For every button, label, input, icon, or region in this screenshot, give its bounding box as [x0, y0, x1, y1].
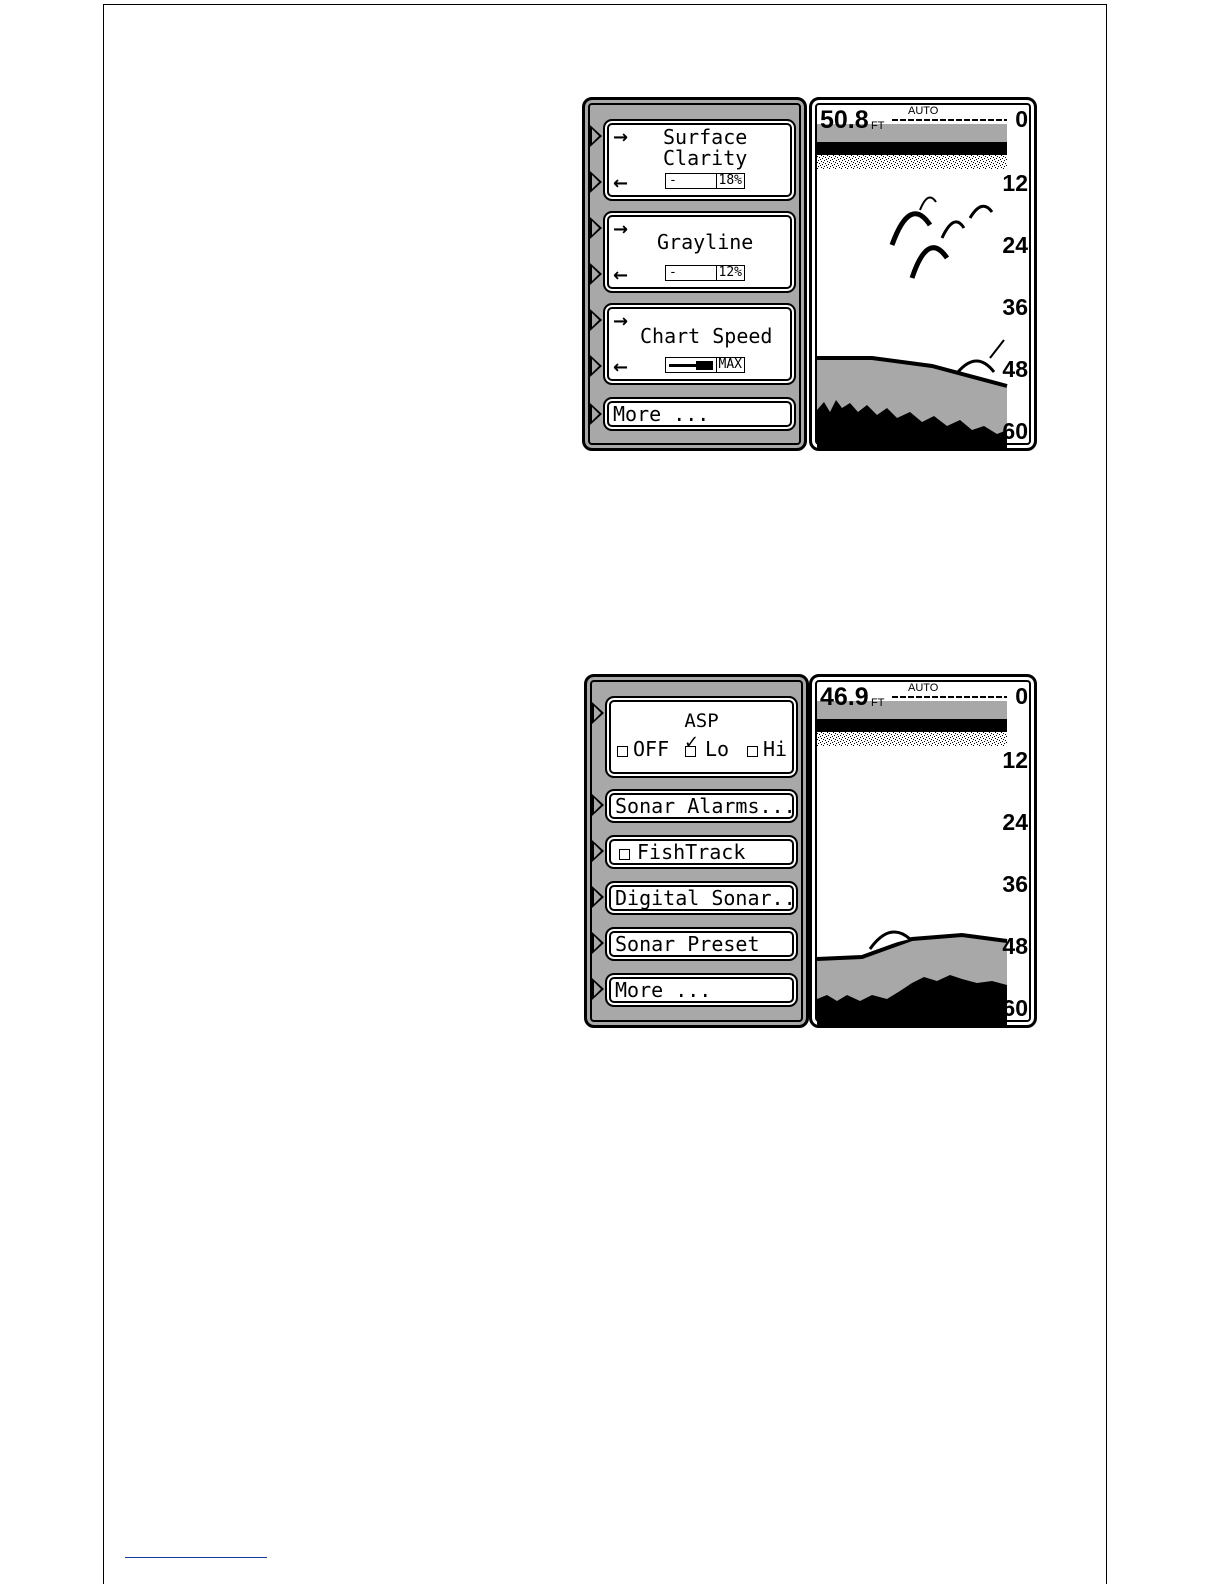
- menu-pointer-icon: [592, 702, 604, 724]
- sonar-preset-button[interactable]: [605, 927, 798, 961]
- menu-pointer-icon: [592, 840, 604, 862]
- depth-readout: 46.9: [820, 683, 869, 711]
- digital-sonar-label: Digital Sonar..: [615, 886, 796, 910]
- surface-clutter: [817, 732, 1007, 746]
- left-arrow-icon[interactable]: ←: [613, 265, 629, 286]
- left-arrow-icon[interactable]: ←: [613, 357, 629, 378]
- slider-minus: -: [669, 173, 677, 188]
- more-label: More ...: [613, 402, 710, 426]
- more-label: More ...: [615, 978, 712, 1002]
- fish-arch: [912, 248, 947, 278]
- chart-speed-label: Chart Speed: [640, 324, 773, 348]
- menu-pointer-icon: [590, 125, 602, 147]
- menu-pointer-icon: [590, 263, 602, 285]
- right-arrow-icon[interactable]: →: [613, 219, 629, 240]
- footnote-rule: [125, 1557, 267, 1558]
- depth-scale-tick: 12: [1002, 170, 1028, 196]
- sonar-screen-1: [582, 97, 1037, 453]
- chart-speed-slider[interactable]: [665, 357, 745, 373]
- surface-clarity-label: Surface: [663, 125, 748, 149]
- depth-scale-tick: 12: [1002, 747, 1028, 773]
- menu-pointer-icon: [590, 217, 602, 239]
- asp-title: ASP: [684, 710, 719, 732]
- depth-readout: 50.8: [820, 106, 869, 134]
- grayline-value: 12%: [716, 266, 744, 280]
- menu-pointer-icon: [590, 355, 602, 377]
- menu-pointer-icon: [592, 978, 604, 1000]
- range-mode: AUTO: [908, 105, 939, 117]
- fish-arch: [958, 361, 994, 372]
- depth-scale-tick: 24: [1002, 232, 1028, 258]
- depth-scale-tick: 48: [1002, 933, 1028, 959]
- sonar-preset-label: Sonar Preset: [615, 932, 760, 956]
- slider-minus: -: [669, 265, 677, 280]
- fish-arch: [920, 198, 936, 211]
- asp-control[interactable]: [605, 696, 798, 778]
- depth-scale-tick: 48: [1002, 356, 1028, 382]
- asp-off-label: OFF: [633, 737, 670, 761]
- depth-unit: FT: [871, 697, 885, 709]
- sonar-chart: [812, 677, 1034, 1025]
- digital-sonar-button[interactable]: [605, 881, 798, 915]
- asp-lo-label: Lo: [705, 737, 730, 761]
- fish-arch: [942, 222, 964, 238]
- surface-clutter: [817, 155, 1007, 169]
- grayline-control[interactable]: [603, 211, 796, 293]
- sonar-alarms-button[interactable]: [605, 789, 798, 823]
- menu-pointer-icon: [592, 794, 604, 816]
- depth-scale-tick: 0: [1015, 106, 1028, 132]
- checkbox-icon[interactable]: [619, 849, 630, 860]
- checkbox-icon[interactable]: [617, 746, 628, 757]
- sonar-chart: [812, 100, 1034, 448]
- grayline-slider[interactable]: [665, 265, 745, 281]
- surface-clarity-control[interactable]: [603, 119, 796, 201]
- depth-unit: FT: [871, 120, 885, 132]
- left-arrow-icon[interactable]: ←: [613, 173, 629, 194]
- sonar-display: [809, 97, 1037, 451]
- menu-pointer-icon: [590, 403, 602, 425]
- sonar-alarms-label: Sonar Alarms...: [615, 794, 796, 818]
- menu-pointer-icon: [590, 171, 602, 193]
- checkbox-icon[interactable]: [747, 746, 758, 757]
- menu-pointer-icon: [592, 932, 604, 954]
- depth-scale-tick: 24: [1002, 809, 1028, 835]
- checkmark-icon: ✓: [684, 732, 700, 753]
- depth-scale-tick: 0: [1015, 683, 1028, 709]
- range-mode: AUTO: [908, 682, 939, 694]
- menu-pointer-icon: [592, 886, 604, 908]
- fish-arch: [892, 214, 930, 245]
- fishtrack-toggle[interactable]: [605, 835, 798, 869]
- asp-hi-label: Hi: [763, 737, 788, 761]
- sonar-screen-2: [584, 674, 1039, 1030]
- menu-pointer-icon: [590, 309, 602, 331]
- surface-clarity-label: Clarity: [663, 146, 748, 170]
- fishtrack-label: FishTrack: [637, 840, 746, 864]
- grayline-label: Grayline: [657, 230, 754, 254]
- chart-speed-control[interactable]: [603, 303, 796, 385]
- depth-scale-tick: 60: [1002, 995, 1028, 1021]
- surface-clarity-slider[interactable]: [665, 173, 745, 189]
- slider-fill: [696, 361, 713, 370]
- surface-clarity-value: 18%: [716, 174, 744, 188]
- more-button[interactable]: [605, 973, 798, 1007]
- right-arrow-icon[interactable]: →: [613, 311, 629, 332]
- depth-scale-tick: 60: [1002, 418, 1028, 444]
- depth-scale-tick: 36: [1002, 294, 1028, 320]
- fish-arch: [970, 206, 992, 218]
- more-button[interactable]: [603, 397, 796, 431]
- sonar-display: [809, 674, 1037, 1028]
- depth-scale-tick: 36: [1002, 871, 1028, 897]
- right-arrow-icon[interactable]: →: [613, 127, 629, 148]
- chart-speed-value: MAX: [716, 358, 744, 372]
